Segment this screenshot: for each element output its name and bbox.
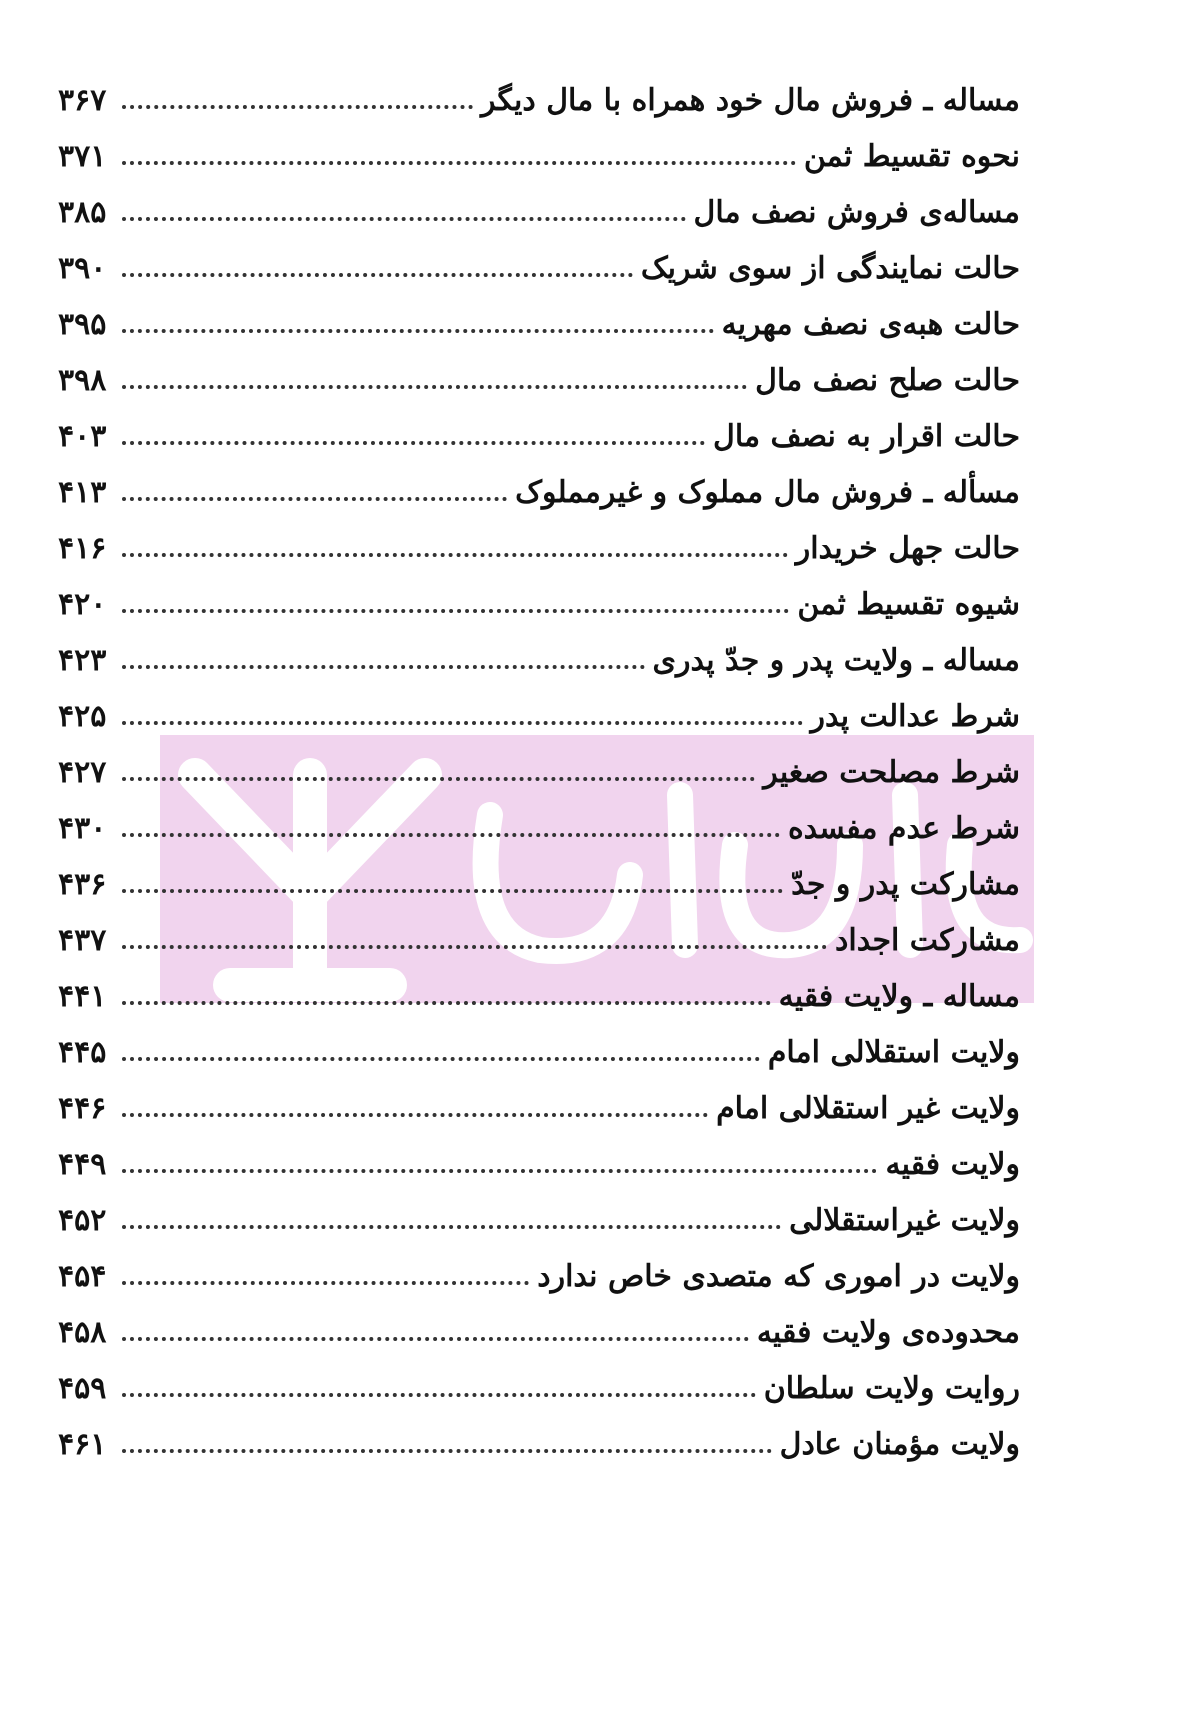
toc-entry: [58, 1416, 1020, 1472]
toc-entry-page-number: ۴۴۶: [58, 1090, 107, 1126]
toc-entry-title: روایت ولایت سلطان: [763, 1370, 1020, 1406]
dot-leader: [122, 441, 705, 445]
toc-entry-page-number: ۴۵۲: [58, 1202, 107, 1238]
toc-entry: [58, 464, 1020, 520]
toc-entry-title: شرط عدالت پدر: [810, 698, 1020, 734]
dot-leader: [122, 1337, 749, 1341]
toc-entry: [58, 968, 1020, 1024]
toc-entry: [58, 800, 1020, 856]
toc-entry: [58, 352, 1020, 408]
toc-entry: [58, 1024, 1020, 1080]
toc-entry: [58, 744, 1020, 800]
toc-entry-page-number: ۳۹۰: [58, 250, 107, 286]
toc-entry: [58, 856, 1020, 912]
toc-entry-page-number: ۳۹۵: [58, 306, 107, 342]
toc-entry: [58, 128, 1020, 184]
toc-entry: [58, 632, 1020, 688]
toc-entry-page-number: ۴۶۱: [58, 1426, 107, 1462]
toc-entry: [58, 1360, 1020, 1416]
toc-entry-title: ولایت غیراستقلالی: [789, 1202, 1020, 1238]
toc-entry: [58, 240, 1020, 296]
toc-entry-title: ولایت مؤمنان عادل: [779, 1426, 1020, 1462]
toc-entry-title: شرط مصلحت صغیر: [763, 754, 1020, 790]
dot-leader: [122, 105, 473, 109]
toc-entry-title: مساله ـ ولایت پدر و جدّ پدری: [652, 642, 1020, 678]
dot-leader: [122, 777, 755, 781]
toc-entry-title: ولایت غیر استقلالی امام: [716, 1090, 1020, 1126]
toc-entry-title: حالت صلح نصف مال: [755, 362, 1020, 398]
toc-entry-page-number: ۴۴۹: [58, 1146, 107, 1182]
toc-entry-page-number: ۳۹۸: [58, 362, 107, 398]
toc-entry-title: حالت اقرار به نصف مال: [713, 418, 1020, 454]
dot-leader: [122, 329, 714, 333]
dot-leader: [122, 385, 747, 389]
toc-entry-title: حالت جهل خریدار: [795, 530, 1020, 566]
dot-leader: [122, 553, 788, 557]
toc-entry-page-number: ۴۲۵: [58, 698, 107, 734]
toc-entry-page-number: ۴۲۳: [58, 642, 107, 678]
toc-entry-page-number: ۴۴۵: [58, 1034, 107, 1070]
toc-entry-title: مسأله ـ فروش مال مملوک و غیرمملوک: [515, 474, 1020, 510]
toc-entry: [58, 688, 1020, 744]
toc-entry-page-number: ۴۱۶: [58, 530, 107, 566]
toc-entry-title: محدوده‌ی ولایت فقیه: [756, 1314, 1020, 1350]
toc-entry-title: مساله‌ی فروش نصف مال: [693, 194, 1020, 230]
toc-entry-page-number: ۴۳۰: [58, 810, 107, 846]
toc-entry-page-number: ۴۳۶: [58, 866, 107, 902]
dot-leader: [122, 217, 686, 221]
dot-leader: [122, 1281, 529, 1285]
toc-entry: [58, 1304, 1020, 1360]
dot-leader: [122, 273, 633, 277]
toc-entry-page-number: ۴۲۰: [58, 586, 107, 622]
toc-entry: [58, 1192, 1020, 1248]
toc-entry-title: مشارکت پدر و جدّ: [791, 866, 1020, 902]
toc-entry: [58, 1080, 1020, 1136]
dot-leader: [122, 1001, 771, 1005]
toc-entry-title: حالت نمایندگی از سوی شریک: [640, 250, 1020, 286]
dot-leader: [122, 833, 780, 837]
toc-entry-page-number: ۴۱۳: [58, 474, 107, 510]
dot-leader: [122, 889, 783, 893]
dot-leader: [122, 1169, 877, 1173]
toc-entry-page-number: ۴۰۳: [58, 418, 107, 454]
toc-entry-page-number: ۳۶۷: [58, 82, 107, 118]
toc-entry-title: ولایت فقیه: [885, 1146, 1020, 1182]
toc-entry: [58, 1136, 1020, 1192]
toc-entry-title: حالت هبه‌ی نصف مهریه: [721, 306, 1020, 342]
toc-entry-title: شرط عدم مفسده: [787, 810, 1020, 846]
toc-entry: [58, 72, 1020, 128]
dot-leader: [122, 945, 827, 949]
toc-entry-title: مساله ـ فروش مال خود همراه با مال دیگر: [480, 82, 1020, 118]
toc-entry: [58, 184, 1020, 240]
toc-entry-title: ولایت در اموری که متصدی خاص ندارد: [537, 1258, 1020, 1294]
dot-leader: [122, 1113, 708, 1117]
toc-entry: [58, 1248, 1020, 1304]
table-of-contents: [58, 72, 1020, 1472]
toc-entry: [58, 912, 1020, 968]
dot-leader: [122, 609, 789, 613]
dot-leader: [122, 721, 803, 725]
dot-leader: [122, 1449, 772, 1453]
dot-leader: [122, 1057, 760, 1061]
dot-leader: [122, 1393, 756, 1397]
toc-entry: [58, 296, 1020, 352]
toc-entry-title: نحوه تقسیط ثمن: [803, 138, 1020, 174]
toc-entry-title: ولایت استقلالی امام: [767, 1034, 1020, 1070]
toc-entry-page-number: ۴۳۷: [58, 922, 107, 958]
toc-entry-page-number: ۴۵۴: [58, 1258, 107, 1294]
toc-entry-page-number: ۴۵۸: [58, 1314, 107, 1350]
dot-leader: [122, 497, 507, 501]
dot-leader: [122, 161, 796, 165]
dot-leader: [122, 665, 645, 669]
toc-entry-page-number: ۴۴۱: [58, 978, 107, 1014]
toc-entry-title: مشارکت اجداد: [835, 922, 1020, 958]
dot-leader: [122, 1225, 781, 1229]
toc-entry-page-number: ۳۷۱: [58, 138, 107, 174]
toc-entry: [58, 408, 1020, 464]
toc-entry-title: مساله ـ ولایت فقیه: [778, 978, 1020, 1014]
toc-entry: [58, 520, 1020, 576]
toc-entry-page-number: ۴۲۷: [58, 754, 107, 790]
toc-entry-page-number: ۴۵۹: [58, 1370, 107, 1406]
toc-entry-title: شیوه تقسیط ثمن: [797, 586, 1020, 622]
toc-entry: [58, 576, 1020, 632]
toc-entry-page-number: ۳۸۵: [58, 194, 107, 230]
